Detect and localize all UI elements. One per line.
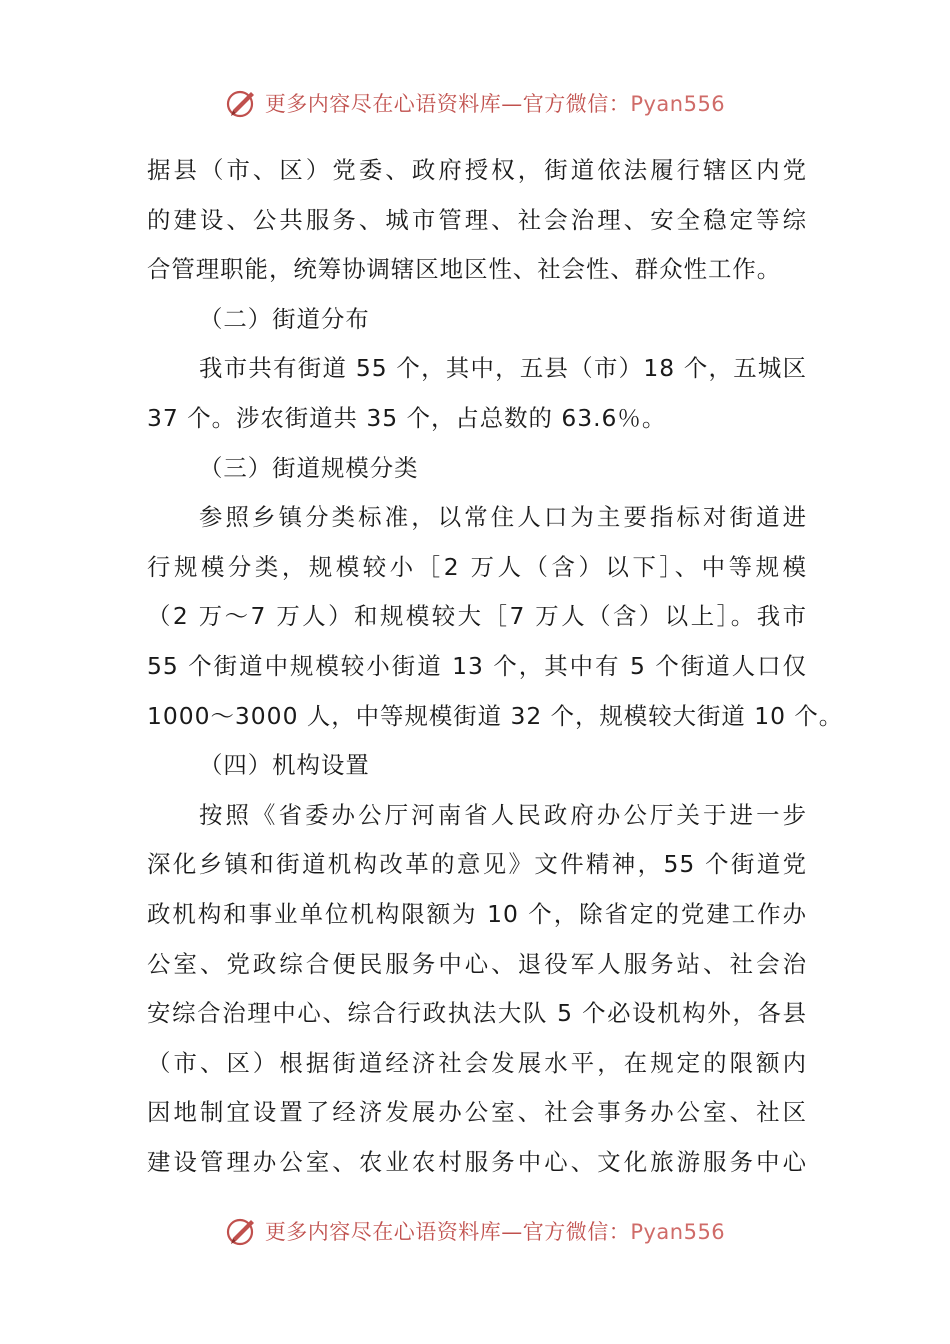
paragraph-line: 1000～3000 人，中等规模街道 32 个，规模较大街道 10 个。 [147,701,844,730]
paragraph-line: 公室、党政综合便民服务中心、退役军人服务站、社会治 [147,949,807,978]
paragraph-line: （市、区）根据街道经济社会发展水平，在规定的限额内 [147,1048,807,1077]
header-watermark [0,78,950,128]
paragraph-line: 政机构和事业单位机构限额为 10 个，除省定的党建工作办 [147,899,807,928]
paragraph-line: 行规模分类，规模较小［2 万人（含）以下］、中等规模 [147,552,807,581]
paragraph-line: 建设管理办公室、农业农村服务中心、文化旅游服务中心 [147,1147,807,1176]
section-heading: （二）街道分布 [199,304,370,333]
paragraph-line: 参照乡镇分类标准，以常住人口为主要指标对街道进 [199,503,807,532]
watermark-text: 更多内容尽在心语资料库—官方微信：Pyan556 [264,92,726,116]
paragraph-line: 安综合治理中心、综合行政执法大队 5 个必设机构外，各县 [147,999,807,1028]
section-heading: （三）街道规模分类 [199,453,419,482]
paragraph-line: 按照《省委办公厅河南省人民政府办公厅关于进一步 [199,800,807,829]
section-heading: （四）机构设置 [199,751,370,780]
paragraph-line: 的建设、公共服务、城市管理、社会治理、安全稳定等综 [147,205,807,234]
paragraph-line: 合管理职能，统筹协调辖区地区性、社会性、群众性工作。 [147,255,782,284]
paragraph-line: （2 万～7 万人）和规模较大［7 万人（含）以上］。我市 [147,602,807,631]
document-body [147,146,844,1187]
paragraph-line: 37 个。涉农街道共 35 个，占总数的 63.6％。 [147,403,667,432]
watermark-text: 更多内容尽在心语资料库—官方微信：Pyan556 [264,1220,726,1244]
pen-logo-icon [225,1214,259,1248]
paragraph-line: 55 个街道中规模较小街道 13 个，其中有 5 个街道人口仅 [147,651,807,680]
paragraph-line: 我市共有街道 55 个，其中，五县（市）18 个，五城区 [199,354,807,383]
footer-watermark [0,1206,950,1256]
pen-logo-icon [225,86,259,120]
paragraph-line: 因地制宜设置了经济发展办公室、社会事务办公室、社区 [147,1098,807,1127]
paragraph-line: 据县（市、区）党委、政府授权，街道依法履行辖区内党 [147,156,807,184]
paragraph-line: 深化乡镇和街道机构改革的意见》文件精神，55 个街道党 [147,850,807,879]
